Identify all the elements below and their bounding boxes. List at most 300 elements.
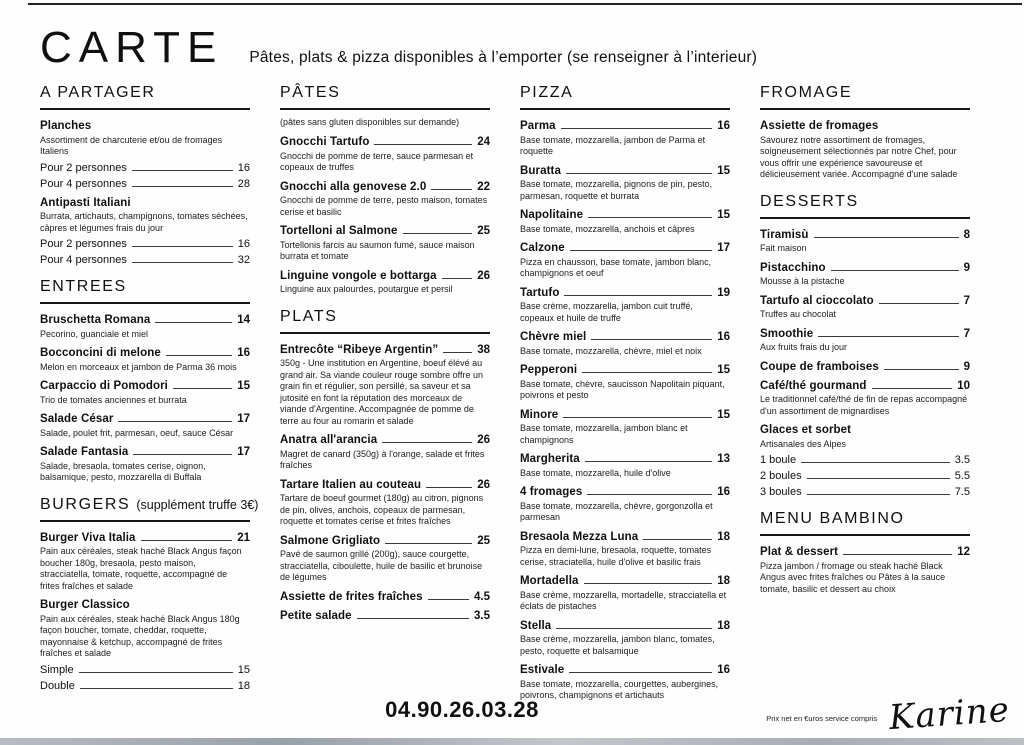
menu-item-row [520,620,730,632]
section-title [760,193,970,211]
item-description: Pain aux céréales, steak haché Black Angus façon boucher 180g, bresaola, pesto maison, stracciatella, tomate, roquette, accompagné de frites fraîches et salade [40,546,242,591]
item-name: Tartufo al cioccolato [760,294,874,307]
menu-item-row [520,664,730,676]
menu-item-row [520,209,730,221]
subline-price: 7.5 [954,486,970,499]
menu-item-row [280,344,490,356]
section-underline [760,108,970,110]
menu-item [760,328,970,354]
section-underline [760,217,970,219]
item-name: Napolitaine [520,209,584,222]
item-description: Salade, bresaola, tomates cerise, oignon, balsamique, pesto, mozzarella di Buffala [40,460,206,483]
item-price: 12 [957,546,970,559]
item-price: 25 [477,225,490,238]
price-leader [141,540,233,541]
price-leader [132,246,233,247]
section-underline [40,108,250,110]
item-name: Plat & dessert [760,546,839,559]
item-name: Smoothie [760,327,814,340]
menu-header [0,0,1024,70]
item-description: Base tomate, mozzarella, courgettes, aubergines, poivrons, champignons et artichauts [520,678,719,701]
item-name: Bresaola Mezza Luna [520,530,639,543]
price-leader [564,295,712,296]
section-underline [520,108,730,110]
menu-item [520,242,730,280]
item-name: Petite salade [280,609,352,622]
menu-item-row [280,225,490,237]
item-price: 9 [963,360,970,373]
section-title [40,278,250,296]
section-title [520,84,730,102]
price-leader [80,688,233,689]
menu-item-row [40,347,250,359]
item-name: Tartufo [520,286,560,299]
item-name: Stella [520,619,552,632]
menu-section [40,495,259,692]
item-name: Salade Fantasia [40,446,129,459]
subline-label: Simple [40,663,74,676]
section-title-text: PIZZA [520,84,574,101]
item-description: Base tomate, mozzarella, huile d'olive [520,467,671,478]
item-name: Salmone Grigliato [280,534,381,547]
subline-label: 3 boules [760,486,802,499]
menu-item-row [280,270,490,282]
menu-item [760,424,970,498]
price-leader [563,417,712,418]
menu-item-row [280,535,490,547]
price-leader [585,461,712,462]
item-price: 15 [717,209,730,222]
item-description: Tortellonis farcis au saumon fumé, sauce maison burrata et tomate [280,239,475,262]
item-name: Salade César [40,413,114,426]
subline-price: 32 [237,254,250,267]
menu-item-row [280,181,490,193]
price-leader [569,672,712,673]
menu-item [760,546,970,595]
page-subtitle: Pâtes, plats & pizza disponibles à l’emporter (se renseigner à l’interieur) [249,49,758,66]
item-description: Pizza en demi-lune, bresaola, roquette, tomates cerise, straciatella, huile d'olive et basilic frais [520,545,712,567]
item-name: Bocconcini di melone [40,347,161,360]
menu-item-row [520,331,730,343]
section-title [760,510,970,528]
menu-section [760,510,970,595]
price-leader [357,618,469,619]
price-leader [431,189,472,190]
menu-item [40,197,250,267]
section-title [40,495,259,514]
menu-item [520,620,730,658]
subline-label: 1 boule [760,454,797,467]
menu-item [520,331,730,357]
item-price: 17 [237,413,250,426]
price-leader [132,170,233,171]
item-price: 16 [717,664,730,677]
price-leader [843,554,952,555]
item-price: 3.5 [474,609,490,622]
item-subline [760,486,970,498]
menu-item [40,347,250,373]
item-name: Café/thé gourmand [760,379,867,392]
menu-item-row [40,599,250,611]
price-leader [807,494,950,495]
item-subline [40,178,250,190]
price-leader [884,369,959,370]
menu-item [520,165,730,203]
page-top-edge [28,3,1022,5]
menu-item-row [520,486,730,498]
price-leader [118,421,232,422]
item-name: Carpaccio di Pomodori [40,380,168,393]
section-underline [40,520,250,522]
item-price: 17 [237,446,250,459]
price-leader [556,628,712,629]
menu-section [520,84,730,702]
item-description: Artisanales des Alpes [760,438,847,449]
price-leader [584,583,713,584]
price-leader [582,372,712,373]
item-description: Savourez notre assortiment de fromages, soigneusement sélectionnés par notre Chef, pour vous offrir une expérience savoureuse et délicieusement variée. Accompagné d'une salade [760,134,958,180]
menu-item [520,209,730,235]
menu-column [40,84,259,699]
menu-item-row [520,287,730,299]
menu-item-row [280,591,490,603]
menu-item [760,120,970,181]
menu-item [520,453,730,479]
subline-label: Pour 2 personnes [40,161,127,174]
item-name: Burger Classico [40,599,130,612]
item-price: 18 [717,575,730,588]
price-leader [133,454,232,455]
item-price: 26 [477,269,490,282]
section-title-text: PÂTES [280,84,341,101]
menu-item [520,120,730,158]
item-price: 22 [477,180,490,193]
section-underline [760,534,970,536]
section-title [280,84,490,102]
item-description: Magret de canard (350g) à l'orange, salade et frites fraîches [280,448,485,471]
menu-item [520,664,730,702]
item-price: 25 [477,534,490,547]
menu-item-row [520,453,730,465]
item-subline [40,162,250,174]
price-leader [801,462,950,463]
menu-item-row [40,380,250,392]
menu-item-row [760,229,970,241]
menu-item-row [760,380,970,392]
price-leader [588,217,712,218]
item-price: 8 [963,228,970,241]
price-leader [570,250,712,251]
item-name: Bruschetta Romana [40,314,151,327]
price-leader [814,237,959,238]
section-title-text: MENU BAMBINO [760,510,905,528]
menu-section [760,84,970,181]
subline-label: 2 boules [760,470,802,483]
item-price: 16 [237,347,250,360]
item-description: Pain aux céréales, steak haché Black Angus 180g façon boucher, tomate, cheddar, roquette, mayonnaise & ketchup, accompagné de frites fraîches et salade [40,613,240,659]
menu-item-row [280,136,490,148]
price-note: Prix net en €uros service compris [766,714,878,723]
item-price: 14 [237,314,250,327]
menu-column [760,84,970,602]
menu-item [280,136,490,174]
price-leader [374,144,472,145]
menu-item [520,364,730,402]
menu-item-row [520,242,730,254]
price-leader [879,303,959,304]
price-leader [155,322,232,323]
item-description: Base tomate, mozzarella, chèvre, gorgonzolla et parmesan [520,500,713,523]
menu-item [520,287,730,325]
menu-item-row [40,532,250,544]
item-price: 16 [717,120,730,132]
menu-item-row [40,197,250,209]
menu-item-row [520,409,730,421]
menu-item [280,270,490,296]
item-price: 4.5 [474,590,490,603]
price-leader [643,539,712,540]
price-leader [428,599,469,600]
menu-item-row [280,479,490,491]
item-name: Antipasti Italiani [40,196,131,209]
menu-item [40,413,250,439]
menu-item-row [760,120,970,132]
page-title: CARTE [40,23,224,72]
section-title [40,84,250,102]
section-note: (pâtes sans gluten disponibles sur demande) [280,117,460,127]
price-leader [561,128,713,129]
item-price: 15 [717,408,730,421]
item-description: Truffes au chocolat [760,309,837,320]
item-description: Linguine aux palourdes, poutargue et persil [280,284,453,295]
item-description: Base tomate, mozzarella, anchois et câpres [520,223,695,234]
item-name: Buratta [520,164,561,177]
price-leader [591,339,712,340]
section-underline [280,332,490,334]
item-description: Base tomate, chèvre, saucisson Napolitain piquant, poivrons et pesto [520,378,725,401]
item-price: 10 [957,379,970,392]
menu-item [280,479,490,528]
item-name: Gnocchi alla genovese 2.0 [280,180,427,193]
item-price: 16 [717,486,730,499]
item-description: Base tomate, mozzarella, jambon de Parma et roquette [520,134,706,157]
item-description: Pizza en chausson, base tomate, jambon blanc, champignons et oeuf [520,256,712,279]
item-description: Assortiment de charcuterie et/ou de fromages Italiens [40,134,223,157]
item-name: Chèvre miel [520,331,587,344]
item-subline [760,454,970,466]
item-name: Coupe de framboises [760,360,879,373]
item-description: Fait maison [760,243,807,254]
menu-item [760,380,970,418]
item-description: 350g - Une institution en Argentine, boeuf élévé au grand air. Sa viande couleur rouge sombre offre un grain fin et régulier, son persillé, sa saveur et sa jutosité en font la réputation des morceaux de viande d'Argentine. Accompagnée de pomme de terre au four au romarin et salade [280,358,483,426]
item-name: Entrecôte “Ribeye Argentin” [280,343,439,356]
menu-item-row [760,546,970,558]
item-price: 17 [717,242,730,255]
menu-item-row [520,120,730,132]
price-leader [79,672,233,673]
price-leader [566,173,712,174]
item-description: Gnocchi de pomme de terre, pesto maison, tomates cerise et basilic [280,195,488,217]
item-price: 7 [963,294,970,307]
item-description: Le traditionnel café/thé de fin de repas accompagné d'un assortiment de mignardises [760,394,968,416]
item-description: Base tomate, mozzarella, chèvre, miel et noix [520,345,702,356]
menu-section [40,84,250,266]
item-price: 18 [717,619,730,632]
price-leader [442,278,473,279]
item-description: Base crème, mozzarella, jambon blanc, tomates, pesto, roquette et balsamique [520,634,715,656]
section-title-text: PLATS [280,307,338,325]
item-description: Trio de tomates anciennes et burrata [40,394,187,405]
item-description: Burrata, artichauts, champignons, tomates séchées, câpres et légumes frais du jour [40,211,248,233]
item-name: Linguine vongole e bottarga [280,269,437,282]
menu-item [40,446,250,484]
menu-item [280,181,490,219]
item-subline [40,664,250,676]
item-subline [760,470,970,482]
menu-item [40,380,250,406]
item-description: Pizza jambon / fromage ou steak haché Black Angus avec frites fraîches ou Pâtes à la sauce tomate, basilic et dessert au choix [760,560,946,594]
item-subline [40,254,250,266]
subline-price: 5.5 [954,470,970,483]
item-name: Planches [40,120,92,132]
price-leader [807,478,950,479]
item-name: Parma [520,120,556,132]
item-name: Tartare Italien au couteau [280,478,422,491]
menu-item [280,225,490,263]
price-leader [426,487,472,488]
price-leader [831,270,959,271]
section-title-text: FROMAGE [760,84,853,101]
item-description: Base tomate, mozzarella, pignons de pin, pesto, parmesan, roquette et burrata [520,179,713,201]
menu-item [40,532,250,593]
item-name: Anatra all'arancia [280,434,378,447]
item-price: 18 [717,530,730,543]
price-leader [443,352,472,353]
menu-section [280,308,490,622]
menu-item [520,575,730,613]
menu-item [280,434,490,472]
item-name: Assiette de frites fraîches [280,590,423,603]
menu-item [520,486,730,524]
menu-item-row [520,364,730,376]
item-description: Mousse à la pistache [760,276,845,287]
item-price: 26 [477,478,490,491]
item-price: 38 [477,343,490,356]
menu-item-row [760,361,970,373]
subline-price: 16 [237,161,250,174]
menu-item-row [760,424,970,436]
menu-item-row [760,328,970,340]
item-subline [40,680,250,692]
item-description: Melon en morceaux et jambon de Parma 36 mois [40,361,237,372]
price-leader [385,543,472,544]
menu-item-row [40,314,250,326]
section-title-text: DESSERTS [760,192,859,210]
menu-item [280,535,490,584]
price-leader [403,233,473,234]
item-description: Aux fruits frais du jour [760,342,848,353]
price-leader [132,186,233,187]
price-leader [587,494,712,495]
section-title-text: BURGERS [40,495,131,513]
price-leader [173,388,232,389]
subline-price: 16 [237,238,250,251]
item-price: 7 [963,327,970,340]
karine-logo: Karine [887,689,1012,739]
item-description: Tartare de boeuf gourmet (180g) au citron, pignons de pin, olives, anchois, copeaux de parmesan, roquette et tomates cerise et frites fraîches [280,493,484,527]
item-price: 15 [717,164,730,177]
menu-item [280,591,490,603]
item-name: Calzone [520,242,565,255]
section-title [280,308,490,326]
menu-section [280,84,490,296]
menu-item [40,314,250,340]
item-name: 4 fromages [520,486,583,499]
item-description: Gnocchi de pomme de terre, sauce parmesan et copeaux de truffes [280,150,474,173]
price-leader [166,355,232,356]
subline-price: 18 [237,679,250,692]
menu-item-row [760,295,970,307]
menu-item [520,531,730,569]
menu-section [760,193,970,499]
price-leader [382,442,472,443]
menu-item-row [40,446,250,458]
menu-item-row [280,434,490,446]
subline-label: Pour 4 personnes [40,177,127,190]
price-leader [872,388,953,389]
section-title [760,84,970,102]
menu-item-row [520,575,730,587]
menu-item [520,409,730,447]
price-leader [132,262,233,263]
item-description: Base tomate, mozzarella, jambon blanc et champignons [520,423,688,445]
menu-item-row [520,531,730,543]
price-leader [818,336,958,337]
section-title-text: A PARTAGER [40,84,156,101]
menu-item-row [520,165,730,177]
subline-price: 28 [237,177,250,190]
item-name: Estivale [520,664,565,677]
subline-price: 15 [237,663,250,676]
item-price: 21 [237,531,250,544]
menu-column [280,84,490,629]
menu-item-row [40,413,250,425]
item-description: Pecorino, guanciale et miel [40,328,149,339]
item-name: Margherita [520,453,580,466]
item-description: Base crème, mozzarella, jambon cuit truffé, copeaux et huile de truffe [520,301,693,323]
item-price: 15 [717,364,730,377]
menu-item [280,344,490,428]
item-price: 19 [717,286,730,299]
menu-item [280,610,490,622]
item-subline [40,238,250,250]
menu-item [760,229,970,255]
item-name: Assiette de fromages [760,120,879,132]
item-name: Glaces et sorbet [760,424,852,437]
item-name: Gnocchi Tartufo [280,136,370,148]
item-price: 15 [237,380,250,393]
item-name: Minore [520,408,559,421]
menu-item [760,295,970,321]
menu-item [760,262,970,288]
item-name: Tortelloni al Salmone [280,225,398,238]
menu-section [40,278,250,484]
item-description: Salade, poulet frit, parmesan, oeuf, sauce César [40,427,234,438]
section-underline [40,302,250,304]
menu-item-row [760,262,970,274]
menu-column [520,84,730,709]
menu-item [760,361,970,373]
